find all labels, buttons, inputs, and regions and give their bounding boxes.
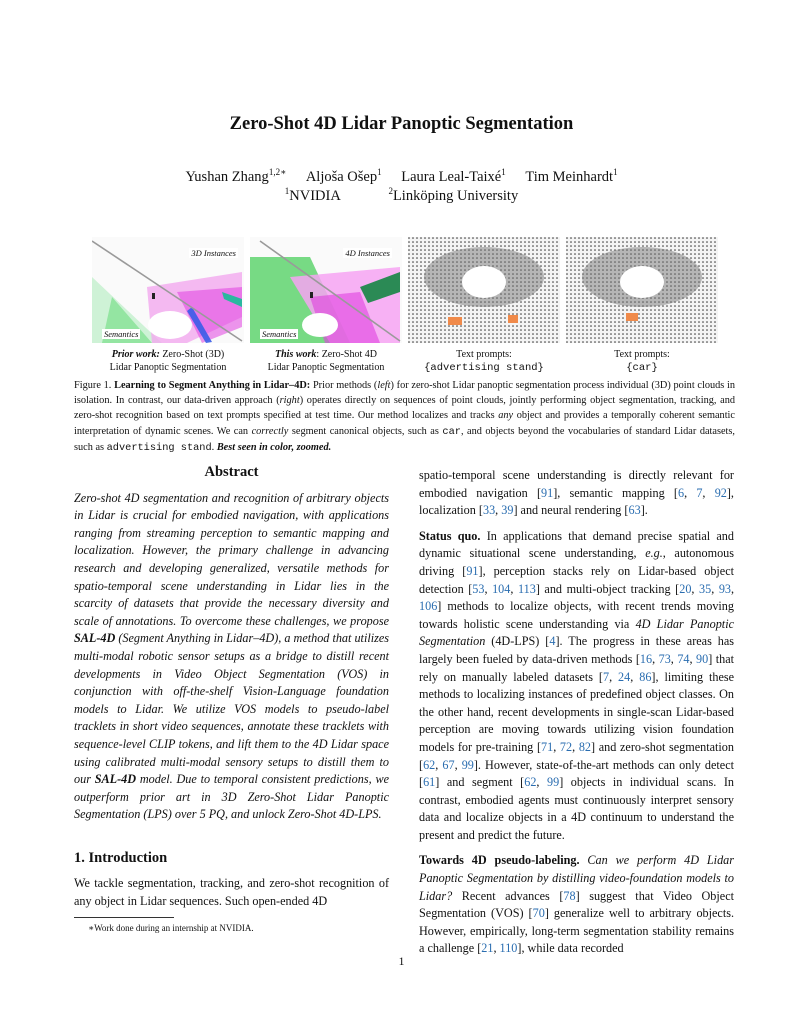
- status-quo-paragraph: Status quo. In applications that demand precise spatial and dynamic situational scene understanding, e.g., autonomous driving [91], perception stacks rely on Lidar-based object detection [53, 104, 113] and multi-object tracking [20, 35, 93, 106] methods to localize objects, with recent trends moving towards holistic scene understanding via 4D Lidar Panoptic Segmentation (4D-LPS) [4]. The progress in these areas has largely been fueled by data-driven methods [16, 73, 74, 90] that rely on manually labeled datasets [7, 24, 86], limiting these methods to localizing instances of predefined object classes. On the other hand, recent developments in single-scan Lidar-based perception are moving towards utilizing vision foundation models for pre-training [71, 72, 82] and zero-shot segmentation [62, 67, 99]. However, state-of-the-art methods can only detect [61] and segment [62, 99] objects in individual scans. In contrast, embodied agents must continuously interpret sensory data and localize objects in a 4D continuum to understand the present and predict the future.: [419, 528, 735, 842]
- point-cloud-prompt-image: [408, 237, 560, 343]
- citation-link[interactable]: 106: [419, 599, 438, 614]
- citation-link[interactable]: 62: [524, 775, 537, 790]
- footnote: ∗Work done during an internship at NVIDIA.: [88, 922, 254, 933]
- citation-link[interactable]: 6: [677, 485, 685, 500]
- citation-link[interactable]: 90: [696, 651, 709, 666]
- paper-title: Zero-Shot 4D Lidar Panoptic Segmentation: [229, 114, 574, 134]
- citation-link[interactable]: 61: [423, 775, 436, 790]
- abstract-text: Zero-shot 4D segmentation and recognition of arbitrary objects in Lidar is crucial for embodied navigation, with applications ranging from streaming perception to semantic mapping and localization. However, the primary challenge in advancing research and developing generalized, versatile methods for spatio-temporal scene understanding in Lidar lies in the scarcity of datasets that provide the necessary diversity and scale of annotations. To overcome these challenges, we propose SAL-4D (Segment Anything in Lidar–4D), a method that utilizes multi-modal robotic sensor setups as a bridge to distill recent developments in Video Object Segmentation (VOS) in conjunction with off-the-shelf Vision-Language foundation models to Lidar. We utilize VOS models to pseudo-label tracklets in short video sequences, annotate these tracklets with sequence-level CLIP tokens, and lift them to the 4D Lidar space using calibrated multi-modal sensory setups to distill them to our SAL-4D model. Due to temporal consistent predictions, we outperform prior art in 3D Zero-Shot Lidar Panoptic Segmentation (LPS) over 5 PQ, and unlock Zero-Shot 4D-LPS.: [74, 490, 389, 822]
- citation-link[interactable]: 7: [696, 485, 703, 500]
- citation-link[interactable]: 20: [679, 581, 692, 596]
- citation-link[interactable]: 73: [658, 651, 671, 666]
- citation-link[interactable]: 7: [602, 669, 610, 684]
- citation-link[interactable]: 53: [472, 581, 485, 596]
- citation-link[interactable]: 70: [532, 906, 545, 921]
- figure-panel-this-work: [250, 237, 402, 343]
- left-column: [74, 464, 389, 937]
- citation-link[interactable]: 113: [517, 581, 536, 596]
- citation-link[interactable]: 74: [677, 651, 690, 666]
- figure-panel-prompt-advertising: [408, 237, 560, 343]
- intro-paragraph: We tackle segmentation, tracking, and zero-shot recognition of any object in Lidar sequences. Such open-ended 4D: [74, 876, 389, 909]
- section-heading-introduction: 1. Introduction: [74, 849, 168, 866]
- affiliation: $^1$NVIDIA: [284, 186, 341, 204]
- citation-link[interactable]: 24: [618, 669, 631, 684]
- affiliations: [0, 186, 803, 205]
- citation-link[interactable]: 62: [423, 757, 436, 772]
- citation-link[interactable]: 99: [461, 757, 474, 772]
- panel-caption: Prior work: Zero-Shot (3D) Lidar Panoptic Segmentation: [109, 349, 227, 373]
- citation-link[interactable]: 104: [492, 581, 511, 596]
- overlay-label-3d-instances: 3D Instances: [191, 248, 236, 258]
- overlay-label-4d-instances: 4D Instances: [345, 248, 390, 258]
- overlay-label-semantics: Semantics: [104, 329, 139, 339]
- citation-link[interactable]: 21: [481, 941, 494, 956]
- citation-link[interactable]: 35: [699, 581, 712, 596]
- footnote-divider: [74, 917, 174, 918]
- citation-link[interactable]: 33: [482, 503, 496, 518]
- author-list: [0, 167, 803, 186]
- citation-link[interactable]: 16: [639, 651, 653, 666]
- citation-link[interactable]: 93: [718, 581, 732, 596]
- citation-link[interactable]: 91: [541, 485, 554, 500]
- citation-link[interactable]: 92: [714, 485, 727, 500]
- citation-link[interactable]: 67: [442, 757, 455, 772]
- figure-caption: Figure 1. Learning to Segment Anything in Lidar–4D: Prior methods (left) for zero-shot Lidar panoptic segmentation process individual (3D) point clouds in isolation. In contrast, our data-driven approach (right) operates directly on sequences of point clouds, jointly performing object segmentation, tracking, and zero-shot recognition based on text prompts specified at test time. Our method localizes and tracks any object and provides a temporally coherent semantic interpretation of dynamic scenes. We can correctly segment canonical objects, such as car, and objects beyond the vocabularies of standard Lidar datasets, such as advertising stand. Best seen in color, zoomed.: [74, 380, 736, 454]
- citation-link[interactable]: 110: [499, 941, 518, 956]
- citation-link[interactable]: 82: [578, 739, 592, 754]
- citation-link[interactable]: 63: [628, 503, 641, 518]
- citation-link[interactable]: 4: [549, 634, 556, 649]
- overlay-label-semantics: Semantics: [262, 329, 297, 339]
- figure-panel-prompt-car: [566, 237, 718, 343]
- affiliation: $^2$Linköping University: [388, 186, 519, 204]
- point-cloud-prompt-image: [566, 237, 718, 343]
- author: Aljoša Ošep$^1$: [305, 167, 382, 185]
- abstract-heading: Abstract: [204, 464, 259, 480]
- citation-link[interactable]: 78: [563, 888, 576, 903]
- figure-panel-prior-work: [92, 237, 244, 343]
- panel-caption: This work: Zero-Shot 4D Lidar Panoptic Segmentation: [267, 349, 385, 373]
- author: Tim Meinhardt$^1$: [525, 167, 618, 185]
- page-number: 1: [398, 954, 405, 968]
- panel-caption: Text prompts: {car}: [614, 349, 670, 374]
- author: Yushan Zhang$^{1,2∗}$: [185, 167, 287, 185]
- panel-caption: Text prompts: {advertising stand}: [424, 349, 544, 374]
- towards-4d-paragraph: Towards 4D pseudo-labeling. Can we perform 4D Lidar Panoptic Segmentation by distilling video-foundation models to Lidar? Recent advances [78] suggest that Video Object Segmentation (VOS) [70] generalize well to arbitrary objects. However, empirically, long-term segmentation stability remains a challenge [21, 110], while data recorded: [419, 853, 735, 956]
- citation-link[interactable]: 72: [559, 739, 573, 754]
- citation-link[interactable]: 86: [639, 669, 652, 684]
- body-paragraph: spatio-temporal scene understanding is directly relevant for embodied navigation [91], semantic mapping [6, 7, 92], localization [33, 39] and neural rendering [63].: [419, 468, 734, 518]
- citation-link[interactable]: 91: [466, 563, 479, 578]
- citation-link[interactable]: 99: [547, 775, 560, 790]
- author: Laura Leal-Taixé$^1$: [401, 167, 506, 185]
- citation-link[interactable]: 71: [541, 739, 554, 754]
- citation-link[interactable]: 39: [501, 503, 514, 518]
- right-column: [419, 467, 734, 962]
